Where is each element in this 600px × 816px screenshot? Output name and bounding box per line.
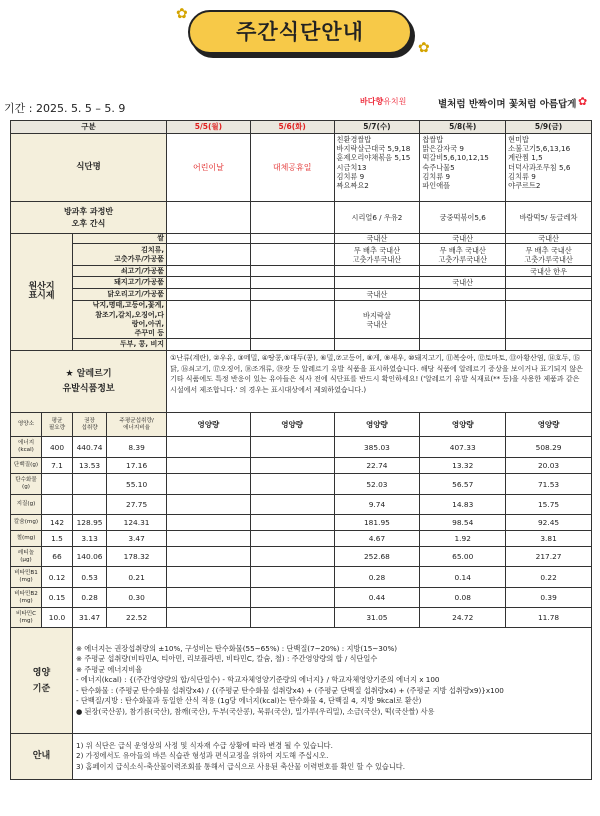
- nutrient-avg: 142: [42, 515, 73, 531]
- nutrient-value: 9.74: [334, 495, 420, 515]
- origin-item: 쇠고기/가공품: [73, 266, 167, 277]
- nutrient-value: 0.08: [420, 588, 506, 608]
- origin-item: 닭오리고기/가공품: [73, 289, 167, 301]
- label-part: 기준: [32, 683, 51, 694]
- origin-cell: [167, 244, 251, 266]
- nutrient-value: 11.78: [506, 608, 592, 628]
- nutrient-value: [167, 515, 251, 531]
- origin-cell: 국내산: [420, 277, 506, 289]
- nutrient-week: 8.39: [107, 437, 167, 458]
- nutrient-value: 252.68: [334, 547, 420, 567]
- nutrient-value: 65.00: [420, 547, 506, 567]
- nutrient-value: 56.57: [420, 474, 506, 495]
- nutrient-name: 비타민B2 (mg): [11, 588, 42, 608]
- origin-item: 쌀: [73, 234, 167, 244]
- nutrient-value: [167, 458, 251, 474]
- origin-cell: [506, 339, 592, 351]
- nutrient-rec: 140.06: [73, 547, 107, 567]
- nutrition-day-head: 영양량: [167, 413, 251, 437]
- origin-label: [11, 234, 73, 351]
- nutrient-value: [250, 588, 334, 608]
- menu-cell: 찹쌀밥 맑은감자국 9 떡갈비5,6,10,12,15 숙주나물5 김치류 9 파인애플: [420, 134, 506, 202]
- nutrient-value: [250, 567, 334, 588]
- menu-cell: 친환경쌀밥 바지락살근대국 5,9,18 훈제오리야채볶음 5,15 시금치13 김치류 9 짜요짜요2: [334, 134, 420, 202]
- nutrient-value: [167, 608, 251, 628]
- nutrient-rec: 3.13: [73, 531, 107, 547]
- menu-table: [10, 120, 592, 780]
- label-part: 방과후 과정반: [63, 206, 114, 216]
- nutrient-week: 55.10: [107, 474, 167, 495]
- nutrient-week: 3.47: [107, 531, 167, 547]
- nutrient-name: 비타민C (mg): [11, 608, 42, 628]
- nutrient-name: 단백질(g): [11, 458, 42, 474]
- origin-cell: [334, 266, 420, 277]
- origin-cell: [167, 277, 251, 289]
- nutrient-rec: 128.95: [73, 515, 107, 531]
- nutrition-day-head: 영양량: [420, 413, 506, 437]
- nutrient-avg: 10.0: [42, 608, 73, 628]
- label-part: 원산지: [28, 281, 55, 292]
- nutrient-avg: 66: [42, 547, 73, 567]
- origin-cell: 무 배추 국내산 고춧가루국내산: [506, 244, 592, 266]
- menu-cell: 현미밥 소불고기5,6,13,16 계란찜 1,5 더덕사과조무침 5,6 김치류 9 야쿠르트2: [506, 134, 592, 202]
- standard-line: - 탄수화물 : (주평균 탄수화물 섭취량x4) / {(주평균 탄수화물 섭취량x4) + (주평균 단백질 섭취량x4) + (주평균 지방 섭취량x9)}x100: [76, 685, 504, 695]
- origin-cell: [420, 301, 506, 339]
- standard-line: ※ 주평균 에너지비율: [76, 664, 143, 674]
- snack-cell: [250, 202, 334, 234]
- nutrient-avg: 400: [42, 437, 73, 458]
- nutrient-name: 철(mg): [11, 531, 42, 547]
- nutrient-week: 178.32: [107, 547, 167, 567]
- nutrient-rec: [73, 474, 107, 495]
- nutrient-value: [250, 437, 334, 458]
- origin-item: 김치류, 고춧가루/가공품: [73, 244, 167, 266]
- title-area: [0, 0, 600, 72]
- tulip-icon: ✿: [578, 95, 588, 108]
- nutrient-value: [167, 547, 251, 567]
- nutrient-avg: 0.15: [42, 588, 73, 608]
- nutrient-rec: 440.74: [73, 437, 107, 458]
- origin-cell: [250, 339, 334, 351]
- nutrient-name: 에너지 (kcal): [11, 437, 42, 458]
- nutrient-value: [167, 495, 251, 515]
- nutrient-value: 71.53: [506, 474, 592, 495]
- notice-label: 안내: [11, 734, 73, 780]
- allergy-text: ①난류(계란), ②우유, ③메밀, ④땅콩,⑤대두(콩), ⑥밀,⑦고등어, ⑧게, ⑨새우, ⑩돼지고기, ⑪복숭아, ⑫토마토, ⑬아황산염, ⑭호두, ⑮닭, ⑯쇠고기, ⑰오징어, ⑱조개류, ⑲잣 등 알레르기 유발 식품을 표시하였습니다. 해당 식품에 알레르기 증상을 보이거나 표기되지 않은 기타 식품에도 특정 반응이 있는 유아들은 식사 전에 식단표를 반드시 확인하세요! ('알레르기 유발 식재료(** 등)을 사용한 제품과 같은 시설에서 제조합니다.' 의 경우는 표시대상에서 제외하였습니다.): [167, 351, 592, 413]
- nutrient-value: 3.81: [506, 531, 592, 547]
- period: 기간 : 2025. 5. 5 – 5. 9: [4, 102, 126, 115]
- nutrient-value: 22.74: [334, 458, 420, 474]
- nutrient-week: 0.30: [107, 588, 167, 608]
- origin-cell: [420, 289, 506, 301]
- nutrient-week: 0.21: [107, 567, 167, 588]
- nutrient-rec: 0.28: [73, 588, 107, 608]
- origin-cell: [506, 301, 592, 339]
- nutrition-head: 영양소: [11, 413, 42, 437]
- nutrient-value: 385.03: [334, 437, 420, 458]
- menu-cell: 어린이날: [167, 134, 251, 202]
- snack-cell: 시리얼6 / 우유2: [334, 202, 420, 234]
- header-day: 5/5(월): [167, 121, 251, 134]
- origin-cell: [250, 301, 334, 339]
- nutrient-rec: 13.53: [73, 458, 107, 474]
- nutrient-value: 20.03: [506, 458, 592, 474]
- kindergarten-logo: [360, 96, 406, 107]
- nutrient-rec: 31.47: [73, 608, 107, 628]
- nutrient-avg: 1.5: [42, 531, 73, 547]
- origin-cell: [334, 339, 420, 351]
- nutrient-avg: [42, 474, 73, 495]
- standard-line: ● 된장(국산콩), 참기름(국산), 참깨(국산), 두부(국산콩), 묵류(국산), 밀가루(우리밀), 소금(국산), 떡(국산쌀) 사용: [76, 706, 435, 716]
- header-gubun: 구분: [11, 121, 167, 134]
- nutrient-name: 레티놀(µg): [11, 547, 42, 567]
- nutrition-head: 권장 섭취량: [73, 413, 107, 437]
- origin-cell: [250, 234, 334, 244]
- origin-item: 두부, 콩, 비지: [73, 339, 167, 351]
- nutrient-value: 24.72: [420, 608, 506, 628]
- origin-cell: [250, 289, 334, 301]
- nutrient-rec: 0.53: [73, 567, 107, 588]
- origin-cell: 국내산: [506, 234, 592, 244]
- menu-label: 식단명: [11, 134, 167, 202]
- standard-notes: [73, 628, 592, 734]
- nutrient-value: [250, 495, 334, 515]
- nutrient-value: 0.14: [420, 567, 506, 588]
- header-day: 5/7(수): [334, 121, 420, 134]
- nutrient-value: 13.32: [420, 458, 506, 474]
- nutrient-week: 22.52: [107, 608, 167, 628]
- nutrient-value: 508.29: [506, 437, 592, 458]
- header-day: 5/6(화): [250, 121, 334, 134]
- standard-line: - 에너지(kcal) : {(주간영양량의 합/식단일수) - 학교자체영양기준량의 에너지} / 학교자체영양기준의 에너지 x 100: [76, 675, 440, 685]
- nutrient-value: [167, 437, 251, 458]
- snack-cell: 궁중떡볶이5,6: [420, 202, 506, 234]
- logo-part1: 바다향: [360, 97, 384, 106]
- nutrient-value: 52.03: [334, 474, 420, 495]
- origin-cell: [250, 277, 334, 289]
- nutrient-value: 98.54: [420, 515, 506, 531]
- nutrient-value: [250, 474, 334, 495]
- nutrition-head: 평균 필요량: [42, 413, 73, 437]
- standard-label: [11, 628, 73, 734]
- logo-part2: 유치원: [383, 97, 407, 106]
- header-day: 5/8(목): [420, 121, 506, 134]
- nutrition-day-head: 영양량: [334, 413, 420, 437]
- nutrient-value: [250, 515, 334, 531]
- standard-line: - 단백질/지방 : 탄수화물과 동일한 산식 적용 (1g당 에너지(kcal)는 탄수화물 4, 단백질 4, 지방 9kcal로 환산): [76, 696, 422, 706]
- nutrient-avg: 0.12: [42, 567, 73, 588]
- nutrient-value: 407.33: [420, 437, 506, 458]
- origin-cell: 국내산: [334, 234, 420, 244]
- nutrient-value: [250, 458, 334, 474]
- nutrition-day-head: 영양량: [250, 413, 334, 437]
- nutrient-value: [250, 608, 334, 628]
- nutrient-value: 4.67: [334, 531, 420, 547]
- nutrient-value: 0.39: [506, 588, 592, 608]
- nutrition-day-head: 영양량: [506, 413, 592, 437]
- snack-cell: 바람떡5/ 동글레차: [506, 202, 592, 234]
- nutrient-name: 비타민B1 (mg): [11, 567, 42, 588]
- menu-cell: 대체공휴일: [250, 134, 334, 202]
- title-banner: [188, 10, 412, 54]
- origin-cell: [250, 266, 334, 277]
- nutrient-value: 217.27: [506, 547, 592, 567]
- label-part: 표시제: [28, 291, 55, 302]
- origin-cell: [167, 289, 251, 301]
- origin-cell: [334, 277, 420, 289]
- origin-cell: [167, 234, 251, 244]
- nutrient-value: [250, 531, 334, 547]
- nutrient-value: 15.75: [506, 495, 592, 515]
- page-title: 주간식단안내: [236, 20, 364, 44]
- nutrient-value: 0.22: [506, 567, 592, 588]
- nutrient-value: [167, 567, 251, 588]
- nutrient-week: 27.75: [107, 495, 167, 515]
- nutrient-value: 14.83: [420, 495, 506, 515]
- label-part: 오후 간식: [71, 218, 106, 228]
- nutrient-week: 124.31: [107, 515, 167, 531]
- nutrient-week: 17.16: [107, 458, 167, 474]
- nutrient-value: [167, 474, 251, 495]
- origin-item: 낙지,명태,고등어,꽃게, 참조기,갈치,오징어,다 랑어,아귀, 주꾸미 등: [73, 301, 167, 339]
- label-part: ★ 알레르기: [65, 368, 112, 379]
- allergy-label: [11, 351, 167, 413]
- nutrient-value: 181.95: [334, 515, 420, 531]
- nutrient-value: [167, 531, 251, 547]
- nutrient-value: 1.92: [420, 531, 506, 547]
- label-part: 유발식품정보: [62, 383, 115, 394]
- header-day: 5/9(금): [506, 121, 592, 134]
- notice-notes: [73, 734, 592, 780]
- snack-cell: [167, 202, 251, 234]
- nutrition-head: 주평균섭취량/ 에너지비율: [107, 413, 167, 437]
- slogan: 별처럼 반짝이며 꽃처럼 아름답게: [438, 99, 577, 110]
- origin-cell: [250, 244, 334, 266]
- snack-label: [11, 202, 167, 234]
- origin-cell: 국내산: [420, 234, 506, 244]
- origin-cell: [167, 339, 251, 351]
- flower-icon: ✿: [176, 6, 188, 22]
- nutrient-value: [250, 547, 334, 567]
- nutrient-name: 지질(g): [11, 495, 42, 515]
- standard-line: ※ 에너지는 권장섭취량의 ±10%, 구성비는 탄수화물(55~65%) : 단백질(7~20%) : 지방(15~30%): [76, 643, 398, 653]
- nutrient-avg: [42, 495, 73, 515]
- origin-cell: 바지락살 국내산: [334, 301, 420, 339]
- notice-line: 1) 위 식단은 급식 운영상의 사정 및 식자재 수급 상황에 따라 변경 될 수 있습니다.: [76, 740, 333, 750]
- nutrient-avg: 7.1: [42, 458, 73, 474]
- notice-line: 3) 홈페이지 급식소식-축산물이력조회를 통해서 급식으로 사용된 축산물 이력번호를 확인 할 수 있습니다.: [76, 761, 406, 771]
- origin-cell: 무 배추 국내산 고춧가루국내산: [334, 244, 420, 266]
- origin-cell: [167, 266, 251, 277]
- origin-cell: [506, 277, 592, 289]
- origin-cell: [167, 301, 251, 339]
- origin-cell: [506, 289, 592, 301]
- origin-cell: 무 배추 국내산 고춧가루국내산: [420, 244, 506, 266]
- nutrient-rec: [73, 495, 107, 515]
- label-part: 영양: [32, 667, 51, 678]
- nutrient-value: 31.05: [334, 608, 420, 628]
- nutrient-name: 칼슘(mg): [11, 515, 42, 531]
- nutrient-name: 탄수화물 (g): [11, 474, 42, 495]
- origin-cell: [420, 266, 506, 277]
- nutrient-value: 92.45: [506, 515, 592, 531]
- origin-item: 돼지고기/가공품: [73, 277, 167, 289]
- origin-cell: 국내산 한우: [506, 266, 592, 277]
- nutrient-value: 0.28: [334, 567, 420, 588]
- origin-cell: [420, 339, 506, 351]
- flower-icon: ✿: [418, 40, 430, 56]
- standard-line: ※ 주평균 섭취량(비타민A, 티아민, 리보플라빈, 비타민C, 칼슘, 철) : 주간영양량의 합 / 식단일수: [76, 654, 378, 664]
- nutrient-value: 0.44: [334, 588, 420, 608]
- nutrient-value: [167, 588, 251, 608]
- origin-cell: 국내산: [334, 289, 420, 301]
- notice-line: 2) 가정에서도 유아들의 바른 식습관 형성과 편식교정을 위하여 지도해 주십시오.: [76, 751, 329, 761]
